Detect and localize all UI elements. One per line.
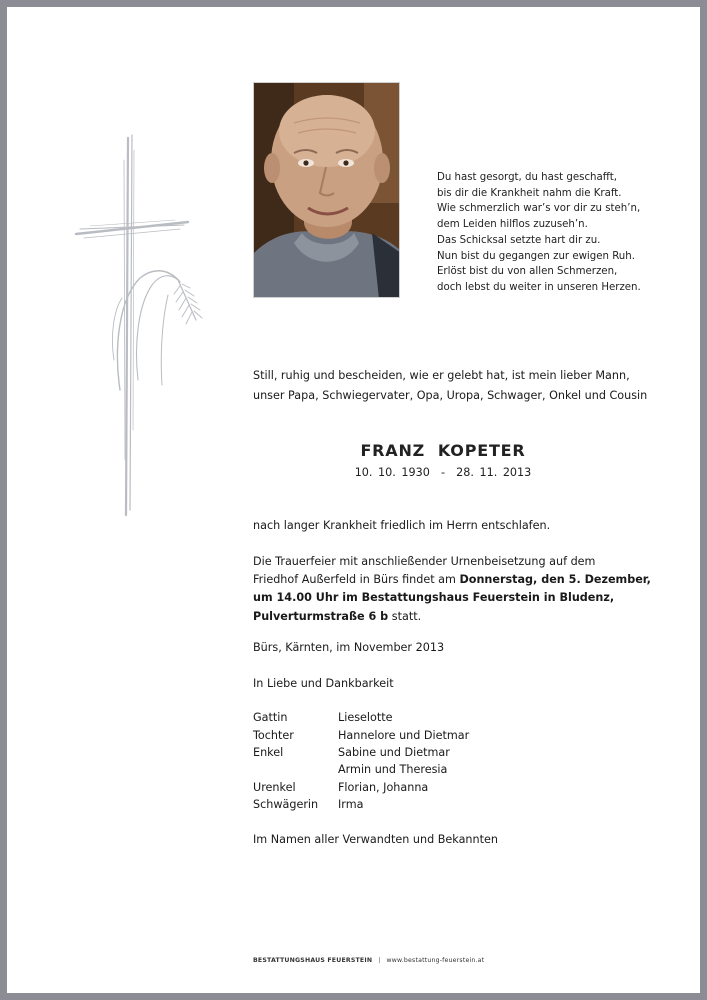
deceased-name: FRANZ KOPETER: [360, 441, 526, 460]
relative-names: Florian, Johanna: [338, 780, 429, 794]
list-item: [253, 779, 469, 796]
cross-with-wheat-icon: [70, 130, 210, 520]
list-item: [253, 744, 469, 761]
relative-names: Lieselotte: [338, 711, 393, 725]
closing-line: Im Namen aller Verwandten und Bekannten: [253, 833, 498, 846]
ceremony-end: statt.: [388, 609, 422, 623]
relative-names: Sabine und Dietmar: [338, 745, 450, 759]
ceremony-line-1: Die Trauerfeier mit anschließender Urnenbeisetzung auf dem: [253, 555, 596, 568]
portrait-photo: [253, 82, 400, 298]
ceremony-line-2: [253, 571, 673, 589]
closing-text: [253, 831, 673, 849]
relative-role: Schwägerin: [253, 798, 319, 812]
intro-text: [253, 366, 648, 406]
relative-role: Urenkel: [253, 780, 296, 794]
footer-separator: |: [378, 957, 381, 964]
ceremony-location: Friedhof Außerfeld in Bürs findet am: [253, 573, 460, 587]
relative-names: Irma: [338, 798, 364, 812]
footer-brand: BESTATTUNGSHAUS FEUERSTEIN: [253, 957, 373, 964]
ceremony-time-venue: um 14.00 Uhr im Bestattungshaus Feuerstein in Bludenz,: [253, 591, 615, 605]
ceremony-line-4: [253, 608, 673, 626]
thanks-text: [253, 675, 673, 693]
thanks-line: In Liebe und Dankbarkeit: [253, 677, 394, 690]
intro-line-2: unser Papa, Schwiegervater, Opa, Uropa, Schwager, Onkel und Cousin: [253, 389, 648, 402]
footer-url[interactable]: www.bestattung-feuerstein.at: [386, 957, 485, 964]
list-item: [253, 726, 469, 743]
passed-text: [253, 517, 673, 535]
poem-line: doch lebst du weiter in unseren Herzen.: [437, 281, 641, 293]
place-date-line: Bürs, Kärnten, im November 2013: [253, 641, 445, 654]
list-item: [253, 709, 469, 726]
footer: [253, 957, 484, 964]
ceremony-address: Pulverturmstraße 6 b: [253, 609, 389, 623]
poem-line: bis dir die Krankheit nahm die Kraft.: [437, 187, 622, 199]
place-date: [253, 639, 673, 657]
poem-line: Du hast gesorgt, du hast geschafft,: [437, 172, 617, 183]
poem-line: Nun bist du gegangen zur ewigen Ruh.: [437, 250, 635, 262]
passed-line: nach langer Krankheit friedlich im Herrn entschlafen.: [253, 519, 551, 532]
poem: [437, 170, 677, 296]
intro-line-1: Still, ruhig und bescheiden, wie er gelebt hat, ist mein lieber Mann,: [253, 369, 630, 382]
life-dates: 10. 10. 1930 - 28. 11. 2013: [354, 466, 532, 479]
list-item: [253, 796, 469, 813]
poem-line: Das Schicksal setzte hart dir zu.: [437, 234, 601, 246]
poem-line: Erlöst bist du von allen Schmerzen,: [437, 266, 618, 278]
ceremony-date: Donnerstag, den 5. Dezember,: [459, 573, 651, 587]
relative-names: Armin und Theresia: [338, 763, 448, 777]
relative-role: Enkel: [253, 745, 284, 759]
poem-line: Wie schmerzlich war’s vor dir zu steh’n,: [437, 203, 641, 215]
list-item: [253, 761, 469, 778]
relative-role: Tochter: [253, 728, 294, 742]
relative-names: Hannelore und Dietmar: [338, 728, 470, 742]
poem-line: dem Leiden hilflos zuzuseh’n.: [437, 219, 588, 231]
ceremony-text: [253, 553, 673, 626]
ceremony-line-3: [253, 589, 673, 607]
relatives-list: [253, 709, 469, 813]
relative-role: Gattin: [253, 711, 288, 725]
